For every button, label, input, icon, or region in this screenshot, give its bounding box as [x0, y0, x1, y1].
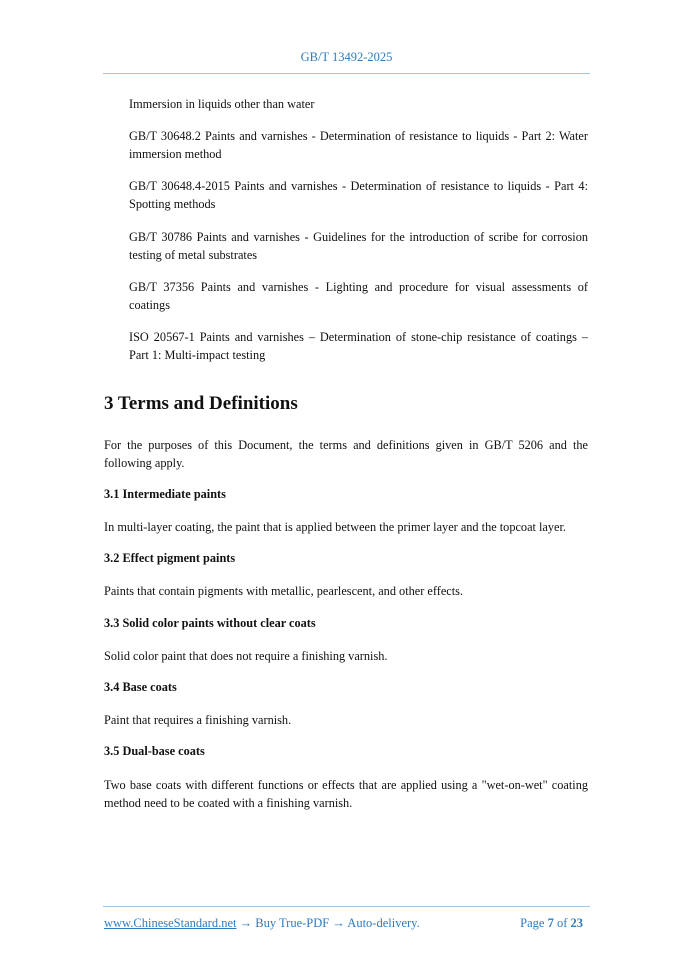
- reference-item: Immersion in liquids other than water: [129, 97, 315, 111]
- term-heading: 3.2 Effect pigment paints: [104, 551, 236, 565]
- term-heading: 3.5 Dual-base coats: [104, 744, 205, 758]
- term-heading: 3.4 Base coats: [104, 680, 177, 694]
- website-link[interactable]: www.ChineseStandard.net: [104, 916, 237, 930]
- footer-promo: [104, 916, 420, 931]
- current-page: 7: [547, 916, 554, 930]
- term-definition: Solid color paint that does not require a finishing varnish.: [104, 649, 388, 663]
- reference-item: GB/T 30648.2 Paints and varnishes - Determination of resistance to liquids - Part 2: Water immersion method: [129, 129, 588, 161]
- header-divider: [103, 73, 590, 74]
- section-intro: For the purposes of this Document, the terms and definitions given in GB/T 5206 and the following apply.: [104, 438, 588, 470]
- of-label: of: [556, 916, 568, 930]
- term-heading: 3.3 Solid color paints without clear coats: [104, 616, 316, 630]
- total-pages: 23: [570, 916, 583, 930]
- reference-item: GB/T 30786 Paints and varnishes - Guidelines for the introduction of scribe for corrosion testing of metal substrates: [129, 230, 588, 262]
- reference-item: GB/T 37356 Paints and varnishes - Lighting and procedure for visual assessments of coatings: [129, 280, 588, 312]
- page-number: [520, 916, 583, 931]
- term-definition: In multi-layer coating, the paint that is applied between the primer layer and the topcoat layer.: [104, 520, 566, 534]
- term-heading: 3.1 Intermediate paints: [104, 487, 226, 501]
- footer-text: → Buy True-PDF → Auto-delivery.: [236, 916, 420, 930]
- section-heading: 3 Terms and Definitions: [104, 393, 298, 414]
- reference-item: GB/T 30648.4-2015 Paints and varnishes - Determination of resistance to liquids - Part 4: Spotting methods: [129, 179, 588, 211]
- reference-item: ISO 20567-1 Paints and varnishes – Determination of stone-chip resistance of coatings – Part 1: Multi-impact testing: [129, 330, 588, 362]
- footer-divider: [103, 906, 590, 907]
- term-definition: Paints that contain pigments with metallic, pearlescent, and other effects.: [104, 584, 464, 598]
- page-label: Page: [520, 916, 545, 930]
- term-definition: Two base coats with different functions or effects that are applied using a "wet-on-wet" coating method need to be coated with a finishing varnish.: [104, 778, 588, 810]
- term-definition: Paint that requires a finishing varnish.: [104, 713, 292, 727]
- header-title: GB/T 13492-2025: [300, 50, 393, 64]
